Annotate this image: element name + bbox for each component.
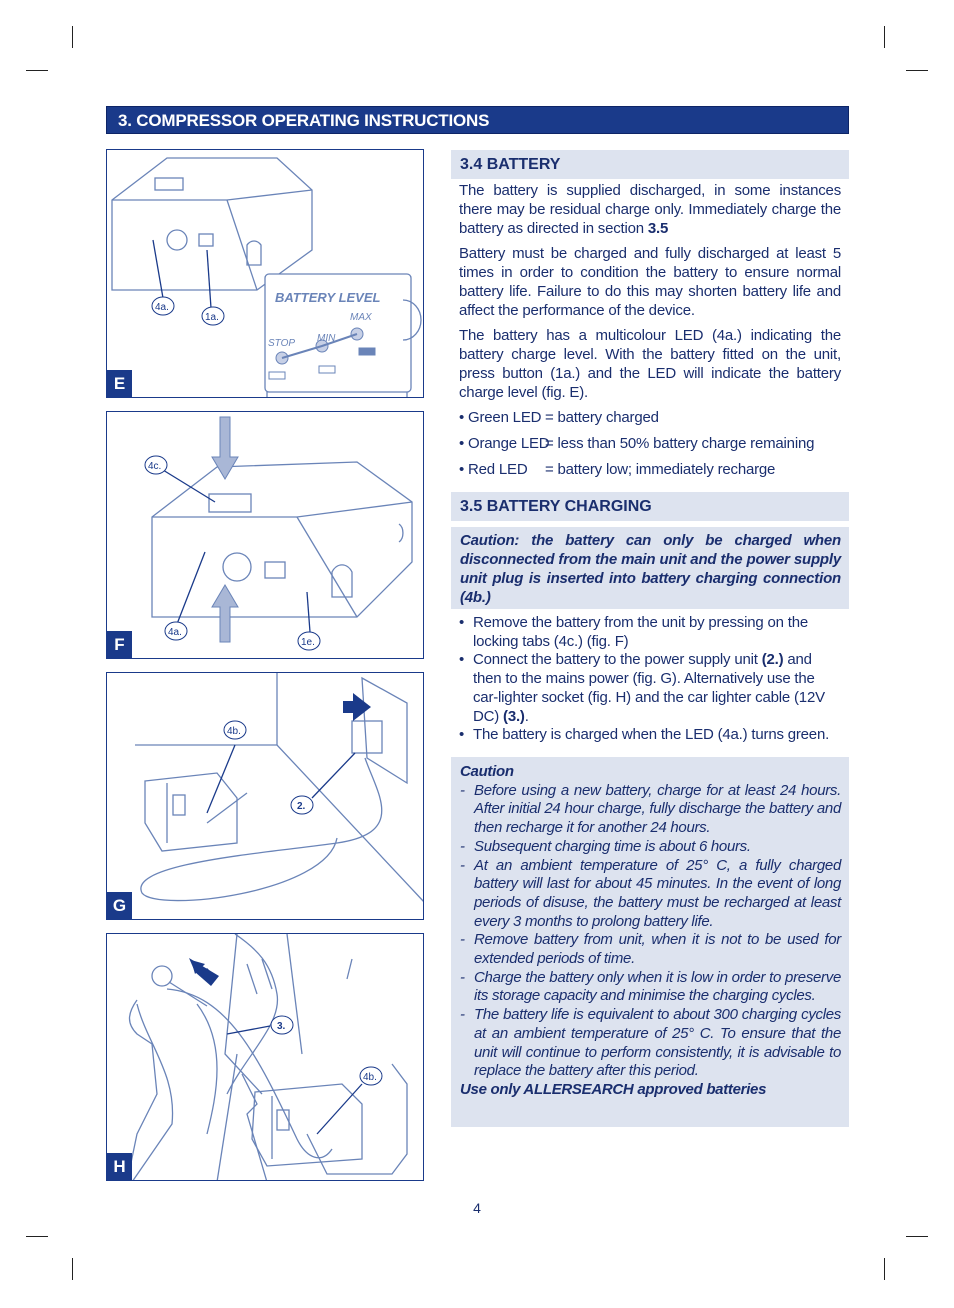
crop-mark: [884, 1258, 885, 1280]
figure-e: [106, 149, 424, 398]
figure-letter-h: H: [107, 1153, 132, 1180]
page-number: 4: [473, 1200, 481, 1216]
charging-bullet-2: • Connect the battery to the power supply unit (2.) and then to the mains power (fig. G). Alternatively use the car-lighter socket (fig. H) and the car lighter cable (12V DC) (3.).: [459, 651, 825, 725]
figure-letter-e: E: [107, 370, 132, 397]
figure-e-illustration: [107, 150, 424, 398]
max-label: MAX: [350, 312, 372, 323]
callout-4c: 4c.: [148, 461, 162, 472]
led-green: • Green LED = battery charged: [459, 409, 659, 426]
caution-footer: Use only ALLERSEARCH approved batteries: [460, 1080, 767, 1098]
callout-4a: 4a.: [155, 302, 169, 313]
charging-bullet-1: • Remove the battery from the unit by pressing on the locking tabs (4c.) (fig. F): [459, 614, 808, 650]
charging-bullet-3: • The battery is charged when the LED (4a.) turns green.: [459, 726, 830, 743]
callout-4b: 4b.: [227, 726, 241, 737]
crop-mark: [906, 70, 928, 71]
callout-4a: 4a.: [168, 627, 182, 638]
min-label: MIN: [317, 333, 336, 344]
caution-title: Caution: [460, 763, 514, 780]
figure-h: [106, 933, 424, 1181]
battery-level-title: BATTERY LEVEL: [275, 290, 381, 305]
caution-item: - Subsequent charging time is about 6 hours.: [460, 837, 751, 855]
battery-paragraph-3: The battery has a multicolour LED (4a.) indicating the battery charge level. With the battery fitted on the unit, press button (1a.) and the LED will indicate the battery charge level (fig. E).: [459, 327, 841, 401]
caution-item: - Remove battery from unit, when it is not to be used for extended periods of time.: [460, 931, 841, 968]
figure-f: [106, 411, 424, 659]
crop-mark: [906, 1236, 928, 1237]
callout-3: 3.: [277, 1021, 286, 1032]
crop-mark: [26, 1236, 48, 1237]
stop-label: STOP: [268, 338, 296, 349]
caution-item: - At an ambient temperature of 25° C, a fully charged battery will last for about 45 minutes. In the event of long periods of disuse, the battery must be recharged at least every 3 months to prolong battery life.: [460, 856, 841, 930]
section-title: 3. COMPRESSOR OPERATING INSTRUCTIONS: [106, 106, 849, 134]
caution-item: - Before using a new battery, charge for at least 24 hours. After initial 24 hour charge, fully discharge the battery and then recharge it for another 24 hours.: [460, 781, 841, 837]
figure-letter-g: G: [107, 892, 132, 919]
charging-caution-box: [451, 527, 849, 609]
battery-paragraph-2: Battery must be charged and fully discharged at least 5 times in order to condition the battery to ensure normal battery life. Failure to do this may shorten battery life and affect the performance of the device.: [459, 245, 841, 319]
figure-h-illustration: [107, 934, 424, 1181]
crop-mark: [72, 26, 73, 48]
section-ref: 3.5: [647, 220, 669, 237]
caution-item: - The battery life is equivalent to about 300 charging cycles at an ambient temperature of 25° C. To ensure that the unit will continue to perform consistently, it is advisable to replace the battery after this period.: [460, 1006, 841, 1080]
charging-caution-text: Caution: the battery can only be charged when disconnected from the main unit and the power supply unit plug is inserted into battery charging connection (4b.): [460, 532, 841, 606]
charging-heading: 3.5 BATTERY CHARGING: [451, 492, 849, 521]
callout-2: 2.: [297, 801, 306, 812]
battery-heading: 3.4 BATTERY: [451, 150, 849, 179]
crop-mark: [72, 1258, 73, 1280]
callout-1a: 1a.: [205, 312, 219, 323]
caution-item: - Charge the battery only when it is low in order to preserve its storage capacity and minimise the charging cycles.: [460, 968, 841, 1005]
callout-1e: 1e.: [301, 637, 315, 648]
crop-mark: [26, 70, 48, 71]
figure-letter-f: F: [107, 631, 132, 658]
led-red: • Red LED = battery low; immediately recharge: [459, 461, 776, 478]
battery-paragraph-1: The battery is supplied discharged, in some instances there may be residual charge only. Immediately charge the battery as directed in section 3.5: [459, 182, 841, 237]
led-orange: • Orange LED= less than 50% battery charge remaining: [459, 435, 815, 452]
figure-g-illustration: [107, 673, 424, 920]
callout-4b: 4b.: [363, 1072, 377, 1083]
figure-g: [106, 672, 424, 920]
figure-f-illustration: [107, 412, 424, 659]
caution-box: [451, 757, 849, 1127]
crop-mark: [884, 26, 885, 48]
